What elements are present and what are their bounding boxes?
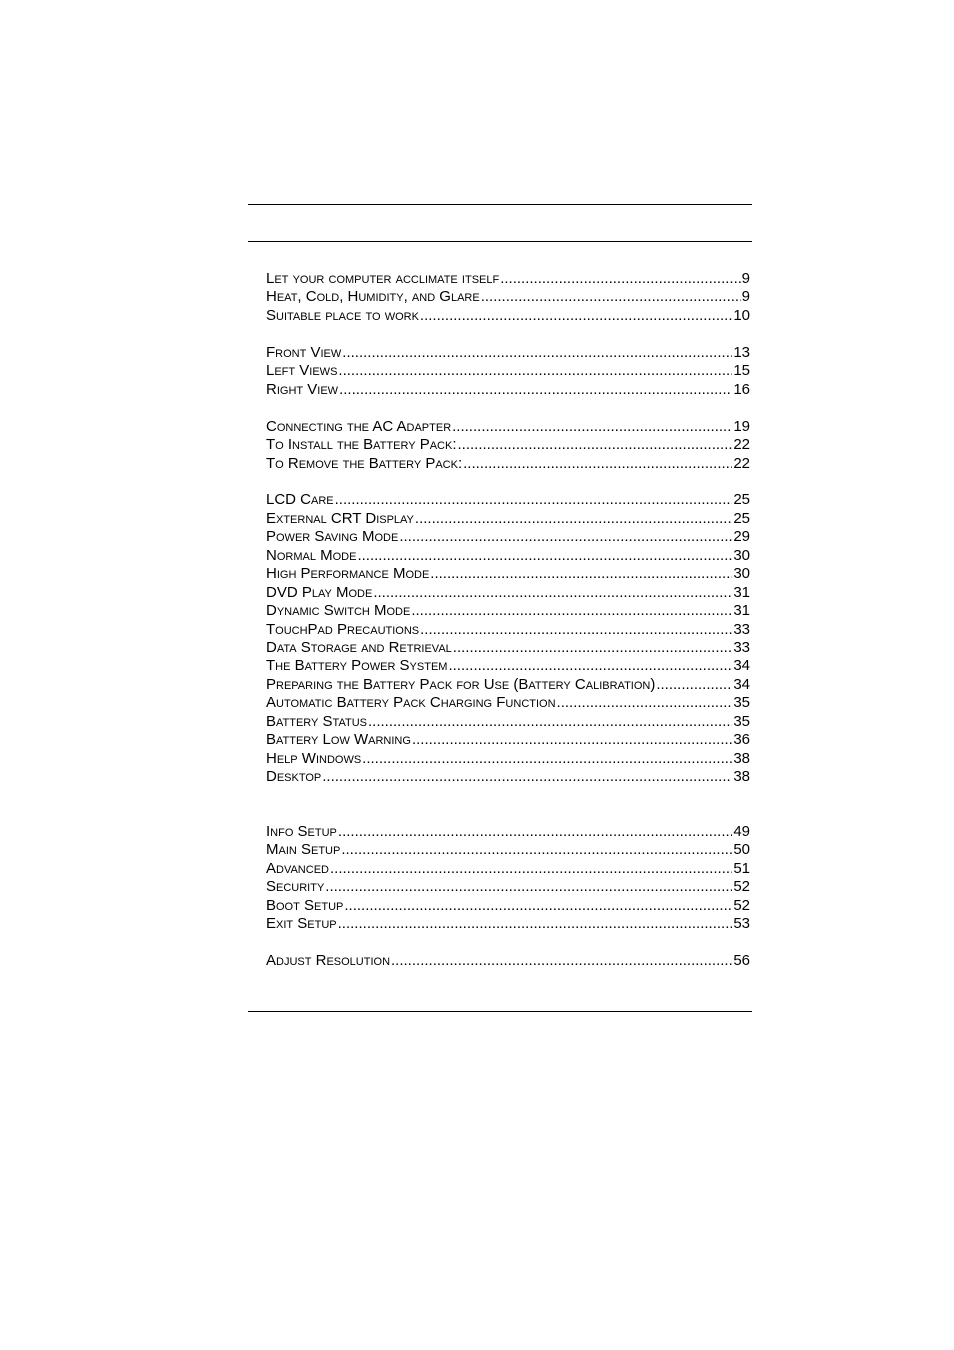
toc-entry[interactable] [266,584,750,602]
toc-entry-page: 22 [733,436,750,454]
toc-entry-page: 38 [733,749,750,767]
toc-entry-page: 10 [733,306,750,324]
toc-entry-page: 52 [733,878,750,896]
toc-entry[interactable] [266,491,750,509]
toc-dot-leader [500,270,740,288]
toc-dot-leader [463,455,732,473]
toc-dot-leader [420,621,732,639]
toc-entry-page: 51 [733,859,750,877]
toc-dot-leader [357,547,732,565]
toc-group [266,270,750,325]
toc-entry[interactable] [266,381,750,399]
toc-entry[interactable] [266,915,750,933]
toc-entry[interactable] [266,362,750,380]
toc-entry-title: Preparing the Battery Pack for Use (Battery Calibration) [266,675,656,693]
toc-entry[interactable] [266,952,750,970]
toc-entry-title: Battery Status [266,712,367,730]
toc-entry-title: To Install the Battery Pack: [266,436,457,454]
toc-entry[interactable] [266,528,750,546]
toc-entry[interactable] [266,565,750,583]
toc-dot-leader [391,952,732,970]
toc-entry-page: 36 [733,731,750,749]
toc-entry-page: 38 [733,768,750,785]
toc-entry-title: Adjust Resolution [266,952,391,970]
toc-entry-title: Automatic Battery Pack Charging Function [266,694,556,712]
toc-entry-page: 49 [733,822,750,840]
toc-dot-leader [338,362,732,380]
header-rule-top [248,204,752,205]
toc-entry-page: 9 [741,288,750,306]
toc-entry[interactable] [266,860,750,878]
toc-entry-page: 31 [733,583,750,601]
toc-entry-title: The Battery Power System [266,657,448,675]
toc-entry-title: Front View [266,343,342,361]
toc-dot-leader [557,694,733,712]
toc-entry-title: External CRT Display [266,509,414,527]
toc-dot-leader [452,418,732,436]
toc-entry-title: Right View [266,380,339,398]
toc-entry-page: 53 [733,915,750,933]
toc-entry-title: Battery Low Warning [266,731,411,749]
toc-entry-title: Normal Mode [266,546,357,564]
toc-group [266,418,750,473]
header-rule-bottom [248,241,752,242]
toc-entry-title: LCD Care [266,491,334,509]
toc-dot-leader [322,768,732,786]
toc-entry-page: 33 [733,620,750,638]
toc-entry-page: 50 [733,841,750,859]
toc-group [266,344,750,399]
toc-dot-leader [411,602,732,620]
toc-entry-title: Main Setup [266,841,341,859]
toc-dot-leader [415,510,732,528]
toc-entry[interactable] [266,768,750,786]
toc-entry-title: Desktop [266,768,322,785]
toc-entry-title: Left Views [266,362,338,380]
toc-entry-page: 56 [733,952,750,970]
toc-dot-leader [448,657,732,675]
toc-entry[interactable] [266,750,750,768]
toc-group [266,952,750,970]
toc-dot-leader [481,288,741,306]
toc-entry[interactable] [266,657,750,675]
toc-group [266,823,750,934]
toc-entry-page: 22 [733,454,750,472]
toc-entry-title: Exit Setup [266,915,337,933]
toc-dot-leader [338,915,733,933]
toc-entry[interactable] [266,510,750,528]
toc-entry-title: Info Setup [266,822,337,840]
toc-entry[interactable] [266,731,750,749]
toc-dot-leader [344,897,732,915]
toc-entry[interactable] [266,823,750,841]
toc-entry[interactable] [266,307,750,325]
toc-dot-leader [656,676,732,694]
toc-entry-page: 35 [733,694,750,712]
toc-dot-leader [335,491,733,509]
toc-entry[interactable] [266,455,750,473]
toc-entry-title: Advanced [266,859,329,877]
toc-entry-title: Connecting the AC Adapter [266,417,452,435]
toc-dot-leader [399,528,732,546]
toc-entry-title: Data Storage and Retrieval [266,638,452,656]
toc-dot-leader [341,841,732,859]
footer-rule [248,1011,752,1012]
toc-entry-title: To Remove the Battery Pack: [266,454,463,472]
toc-entry[interactable] [266,897,750,915]
toc-dot-leader [368,713,732,731]
toc-entry[interactable] [266,878,750,896]
toc-dot-leader [325,878,732,896]
toc-entry-page: 34 [733,657,750,675]
toc-entry[interactable] [266,713,750,731]
toc-entry-page: 34 [733,675,750,693]
table-of-contents [266,270,750,971]
toc-entry-title: Power Saving Mode [266,528,399,546]
toc-entry-page: 16 [733,380,750,398]
toc-dot-leader [412,731,732,749]
toc-entry-title: High Performance Mode [266,565,430,583]
toc-entry-title: TouchPad Precautions [266,620,420,638]
toc-entry[interactable] [266,288,750,306]
toc-entry[interactable] [266,344,750,362]
toc-dot-leader [373,584,732,602]
toc-entry[interactable] [266,676,750,694]
toc-entry-title: Security [266,878,325,896]
toc-entry-page: 19 [733,417,750,435]
toc-dot-leader [420,307,732,325]
toc-dot-leader [342,344,732,362]
toc-entry-title: Help Windows [266,749,362,767]
toc-dot-leader [330,860,732,878]
toc-entry-title: Suitable place to work [266,306,419,324]
toc-entry-page: 15 [733,362,750,380]
toc-dot-leader [430,565,732,583]
toc-entry-page: 9 [741,270,750,287]
toc-entry-page: 25 [733,491,750,509]
toc-entry[interactable] [266,841,750,859]
toc-entry[interactable] [266,270,750,288]
toc-entry[interactable] [266,547,750,565]
toc-dot-leader [338,823,732,841]
toc-entry[interactable] [266,602,750,620]
toc-entry-page: 31 [733,602,750,620]
toc-entry-title: Boot Setup [266,896,344,914]
toc-entry-page: 30 [733,546,750,564]
toc-entry[interactable] [266,418,750,436]
toc-dot-leader [339,381,732,399]
toc-entry-title: DVD Play Mode [266,583,373,601]
toc-entry[interactable] [266,621,750,639]
toc-dot-leader [458,436,733,454]
toc-entry-page: 25 [733,509,750,527]
toc-entry-page: 52 [733,896,750,914]
toc-entry-title: Dynamic Switch Mode [266,602,411,620]
toc-entry-page: 35 [733,712,750,730]
toc-entry-page: 13 [733,343,750,361]
toc-entry-page: 29 [733,528,750,546]
toc-entry[interactable] [266,639,750,657]
toc-dot-leader [362,750,732,768]
toc-entry-page: 30 [733,565,750,583]
toc-entry-page: 33 [733,638,750,656]
toc-entry[interactable] [266,436,750,454]
toc-entry-title: Heat, Cold, Humidity, and Glare [266,288,480,306]
toc-entry[interactable] [266,694,750,712]
toc-dot-leader [453,639,733,657]
toc-group [266,491,750,786]
toc-entry-title: Let your computer acclimate itself [266,270,500,287]
